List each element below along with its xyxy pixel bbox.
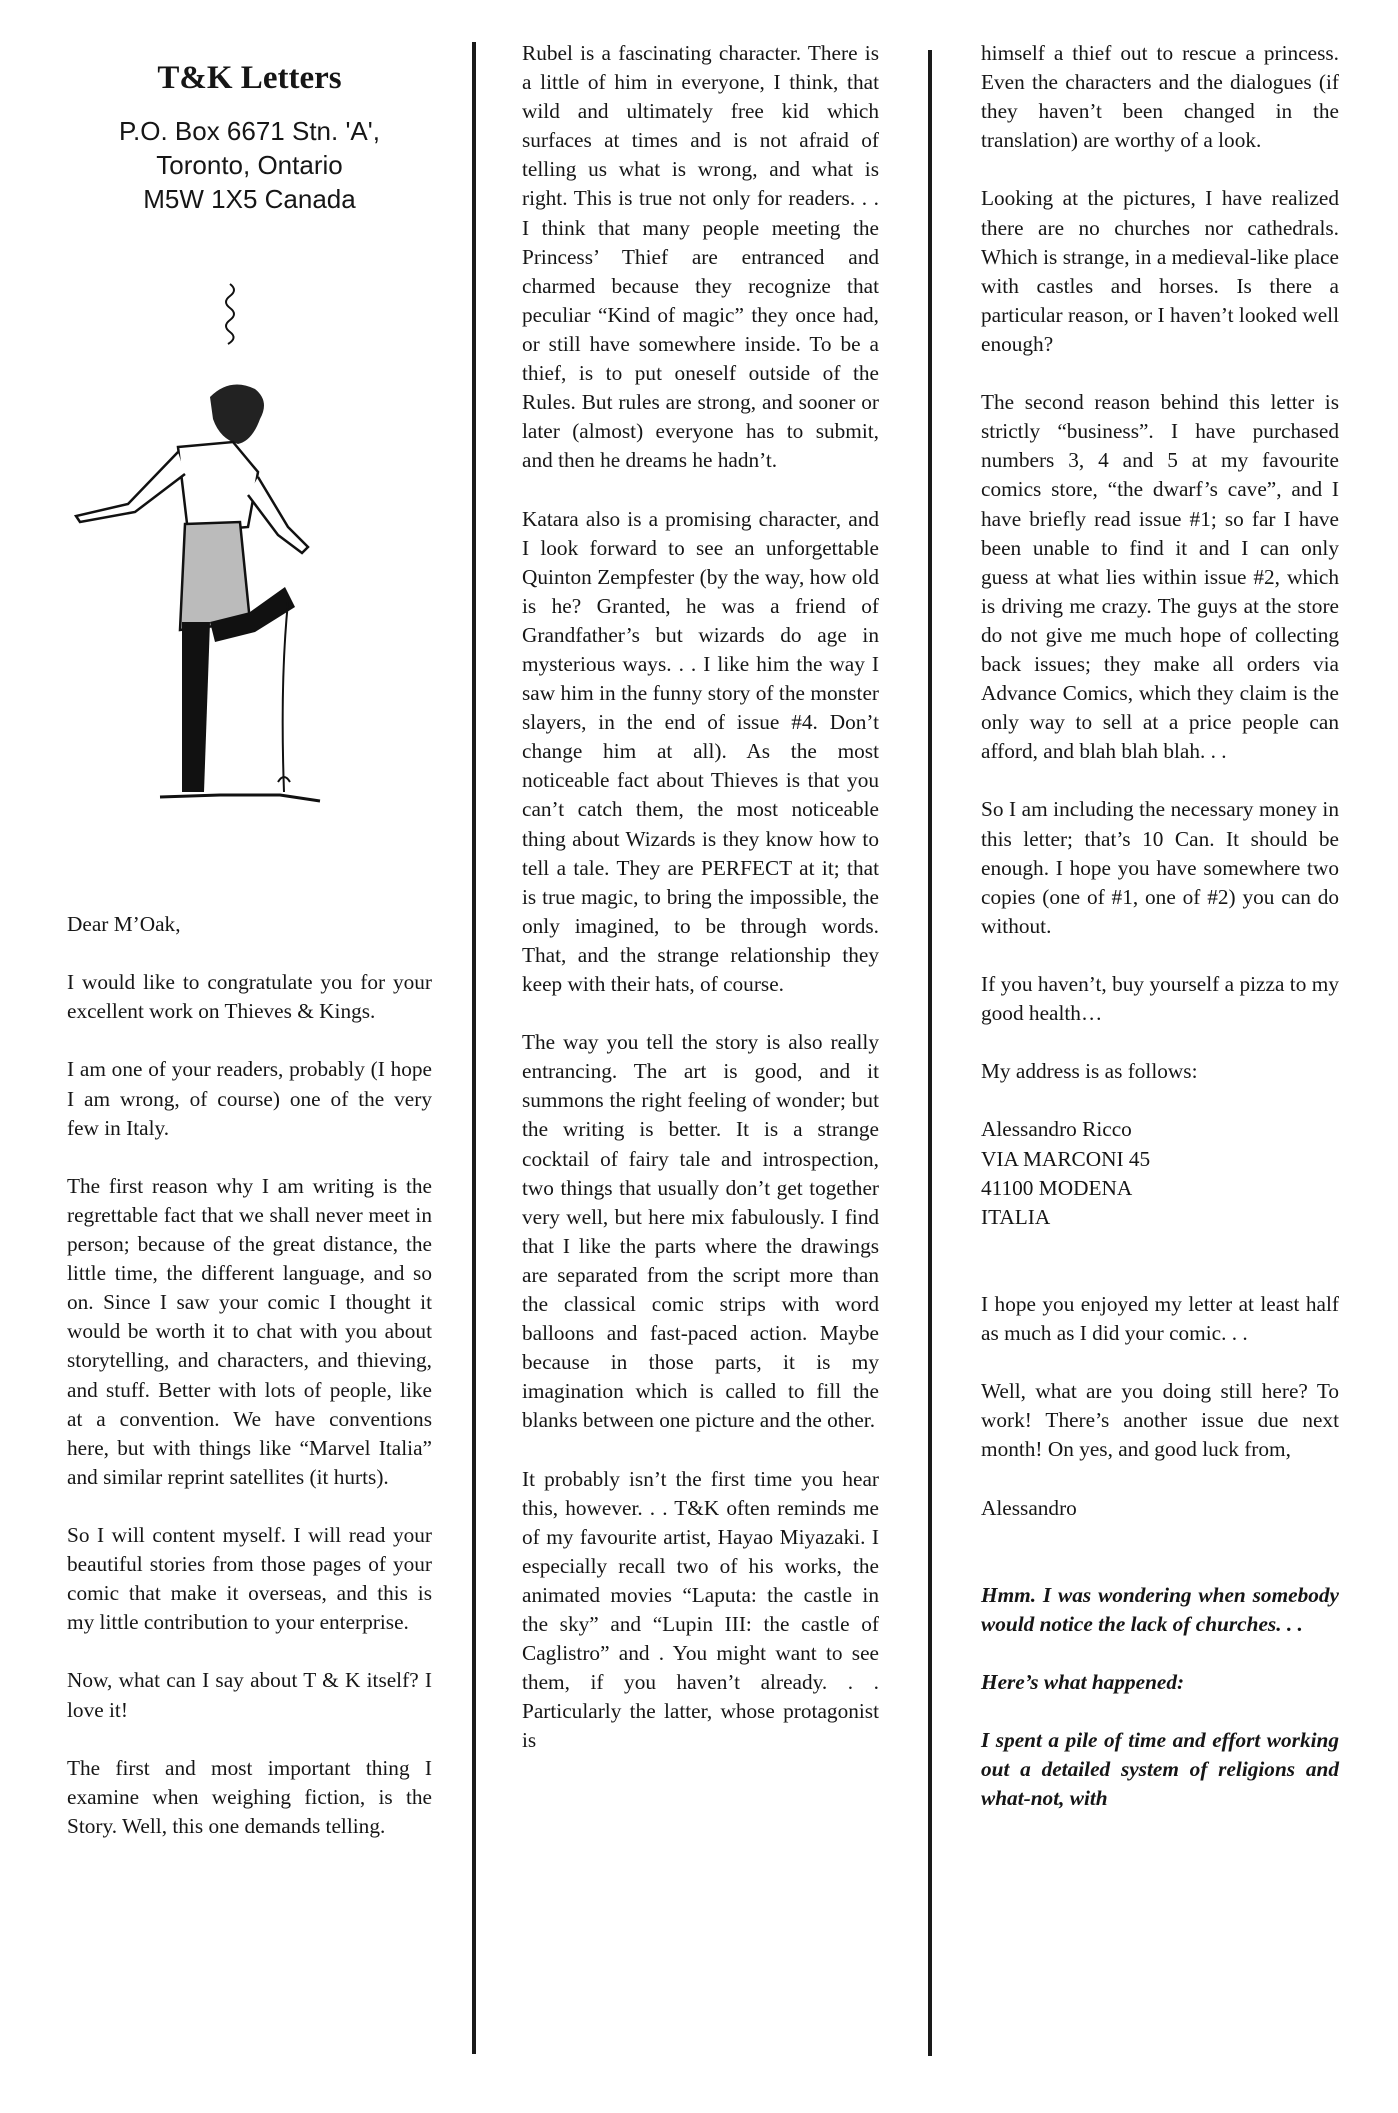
girl-gum-illustration <box>60 262 380 822</box>
address-line: Alessandro Ricco <box>981 1117 1132 1142</box>
editor-reply: Here’s what happened: <box>981 1669 1185 1694</box>
paragraph: I am one of your readers, probably (I hope I am wrong, of course) one of the very few in Italy. <box>67 1057 432 1140</box>
sender-address <box>981 1115 1339 1231</box>
paragraph: So I am including the necessary money in this letter; that’s 10 Can. It should be enough. I hope you have somewhere two copies (one of #1, one of #2) you can do without. <box>981 797 1339 938</box>
paragraph: Looking at the pictures, I have realized there are no churches nor cathedrals. Which is strange, in a medieval-like place with castles and horses. Is there a particular reason, or I haven’t looked well enough? <box>981 186 1339 356</box>
address-line: Toronto, Ontario <box>156 150 343 180</box>
address-line: P.O. Box 6671 Stn. 'A', <box>119 116 380 146</box>
paragraph: Katara also is a promising character, and I look forward to see an unforgettable Quinton Zempfester (by the way, how old is he? Granted, he was a friend of Grandfather’s but wizards do age in mysterious ways. . . I like him the way I saw him in the funny story of the monster slayers, in the end of issue #4. Don’t change him at all). As the most noticeable fact about Thieves is that you can’t catch them, the most noticeable thing about Wizards is they know how to tell a tale. They are PERFECT at it; that is true magic, to bring the impossible, the only imagined, to be through words. That, and the strange relationship they keep with their hats, of course. <box>522 506 879 996</box>
paragraph: I hope you enjoyed my letter at least half as much as I did your comic. . . <box>981 1291 1339 1345</box>
paragraph: Rubel is a fascinating character. There is a little of him in everyone, I think, that wild and ultimately free kid which surfaces at times and is not afraid of telling us what is wrong, and what is right. This is true not only for readers. . . I think that many people meeting the Princess’ Thief are entranced and charmed because they recognize that peculiar “Kind of magic” they once had, or still have somewhere inside. To be a thief, is to put oneself outside of the Rules. But rules are strong, and sooner or later (almost) everyone has to submit, and then he dreams he hadn’t. <box>522 41 879 473</box>
paragraph: The way you tell the story is also really entrancing. The art is good, and it summons the right feeling of wonder; but the writing is better. It is a strange cocktail of fairy tale and introspection, two things that usually don’t get together very well, but here mix fabulously. I find that I like the parts where the drawings are separated from the script more than the classical comic strips with word balloons and fast-paced action. Maybe because in those parts, it is my imagination which is called to fill the blanks between one picture and the other. <box>522 1030 879 1433</box>
paragraph: himself a thief out to rescue a princess. Even the characters and the dialogues (if they haven’t been changed in the translation) are worthy of a look. <box>981 41 1339 153</box>
paragraph: It probably isn’t the first time you hear this, however. . . T&K often reminds me of my favourite artist, Hayao Miyazaki. I especially recall two of his works, the animated movies “Laputa: the castle in the sky” and “Lupin III: the castle of Caglistro” and . You might want to see them, if you haven’t already. . . Particularly the latter, whose protagonist is <box>522 1466 879 1753</box>
address-line: VIA MARCONI 45 <box>981 1146 1151 1171</box>
paragraph: So I will content myself. I will read your beautiful stories from those pages of your comic that make it overseas, and this is my little contribution to your enterprise. <box>67 1522 432 1635</box>
paragraph: The second reason behind this letter is strictly “business”. I have purchased numbers 3, 4 and 5 at my favourite comics store, “the dwarf’s cave”, and I have briefly read issue #1; so far I have been unable to find it and I can only guess at what lies within issue #2, which is driving me crazy. The guys at the store do not give me much hope of collecting back issues; they make all orders via Advance Comics, which they claim is the only way to sell at a price people can afford, and blah blah blah. . . <box>981 390 1339 764</box>
column-divider <box>928 50 932 2056</box>
paragraph: Now, what can I say about T & K itself? I love it! <box>67 1668 432 1722</box>
editor-reply: I spent a pile of time and effort working out a detailed system of religions and what-not, with <box>981 1728 1339 1811</box>
letter-column-2 <box>522 39 879 1785</box>
column-divider <box>472 42 476 2054</box>
editor-reply: Hmm. I was wondering when somebody would notice the lack of churches. . . <box>981 1582 1339 1636</box>
address-line: 41100 MODENA <box>981 1175 1133 1200</box>
signature: Alessandro <box>981 1495 1077 1520</box>
paragraph: Well, what are you doing still here? To work! There’s another issue due next month! On yes, and good luck from, <box>981 1379 1339 1462</box>
paragraph: The first and most important thing I examine when weighing fiction, is the Story. Well, this one demands telling. <box>67 1755 432 1838</box>
mailing-address <box>67 114 432 216</box>
address-line: M5W 1X5 Canada <box>143 184 356 214</box>
letter-column-1 <box>67 910 432 1870</box>
salutation: Dear M’Oak, <box>67 912 181 936</box>
paragraph: The first reason why I am writing is the regrettable fact that we shall never meet in person; because of the great distance, the little time, the different language, and so on. Since I saw your comic I thought it would be worth it to chat with you about storytelling, and characters, and thieving, and stuff. Better with lots of people, like at a convention. We have conventions here, but with things like “Marvel Italia” and similar reprint satellites (it hurts). <box>67 1173 432 1489</box>
paragraph: My address is as follows: <box>981 1059 1198 1084</box>
paragraph: I would like to congratulate you for your excellent work on Thieves & Kings. <box>67 970 432 1024</box>
page-title: T&K Letters <box>157 60 342 96</box>
address-line: ITALIA <box>981 1204 1051 1229</box>
letter-column-3 <box>981 39 1339 1842</box>
paragraph: If you haven’t, buy yourself a pizza to my good health… <box>981 972 1339 1026</box>
